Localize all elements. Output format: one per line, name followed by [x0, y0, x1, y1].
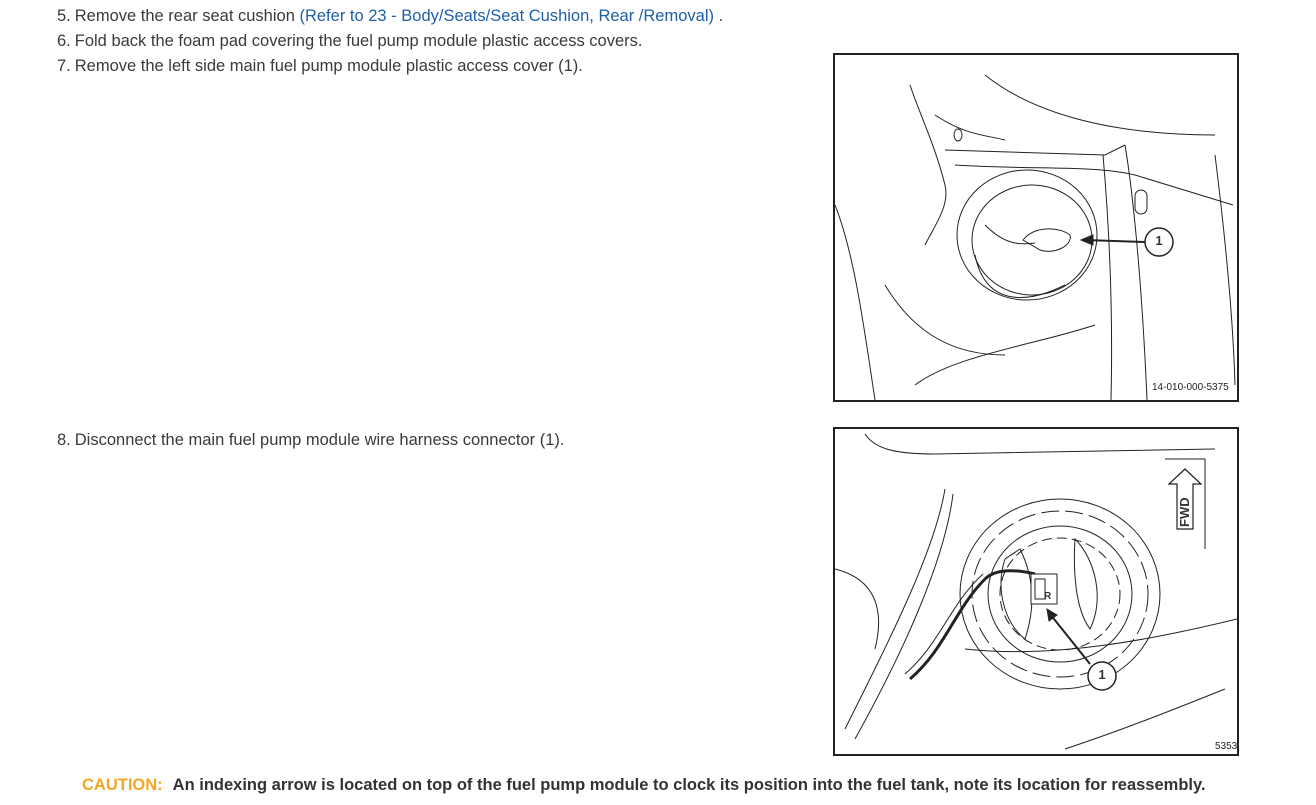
caution-label: CAUTION: [82, 776, 163, 794]
step-6 [57, 30, 642, 52]
wire-harness-illustration [835, 429, 1237, 754]
caution-note [82, 776, 1206, 795]
figure-wire-harness [833, 427, 1239, 756]
seat-cushion-removal-link[interactable]: (Refer to 23 - Body/Seats/Seat Cushion, Rear /Removal) [299, 7, 714, 25]
step-text-end: . [714, 7, 724, 25]
step-text: Fold back the foam pad covering the fuel pump module plastic access covers. [74, 32, 643, 50]
callout-1: 1 [1098, 667, 1106, 682]
callout-1: 1 [1155, 233, 1163, 248]
step-text: Remove the left side main fuel pump module plastic access cover (1). [74, 57, 583, 75]
connector-letter: R [1044, 591, 1052, 602]
step-text: Remove the rear seat cushion [74, 7, 300, 25]
access-cover-illustration [835, 55, 1237, 400]
caution-text: An indexing arrow is located on top of the fuel pump module to clock its position into the fuel tank, note its location for reassembly. [172, 776, 1206, 794]
step-7 [57, 55, 583, 77]
figure-access-cover [833, 53, 1239, 402]
figure-id: 14-010-000-5375 [1152, 382, 1229, 393]
step-8 [57, 429, 565, 451]
figure-id: 5353 [1215, 741, 1238, 752]
step-number: 7. [57, 57, 71, 75]
fwd-label: FWD [1177, 497, 1192, 527]
step-number: 6. [57, 32, 71, 50]
step-number: 5. [57, 7, 71, 25]
step-number: 8. [57, 431, 71, 449]
step-text: Disconnect the main fuel pump module wire harness connector (1). [74, 431, 565, 449]
step-5 [57, 5, 723, 27]
